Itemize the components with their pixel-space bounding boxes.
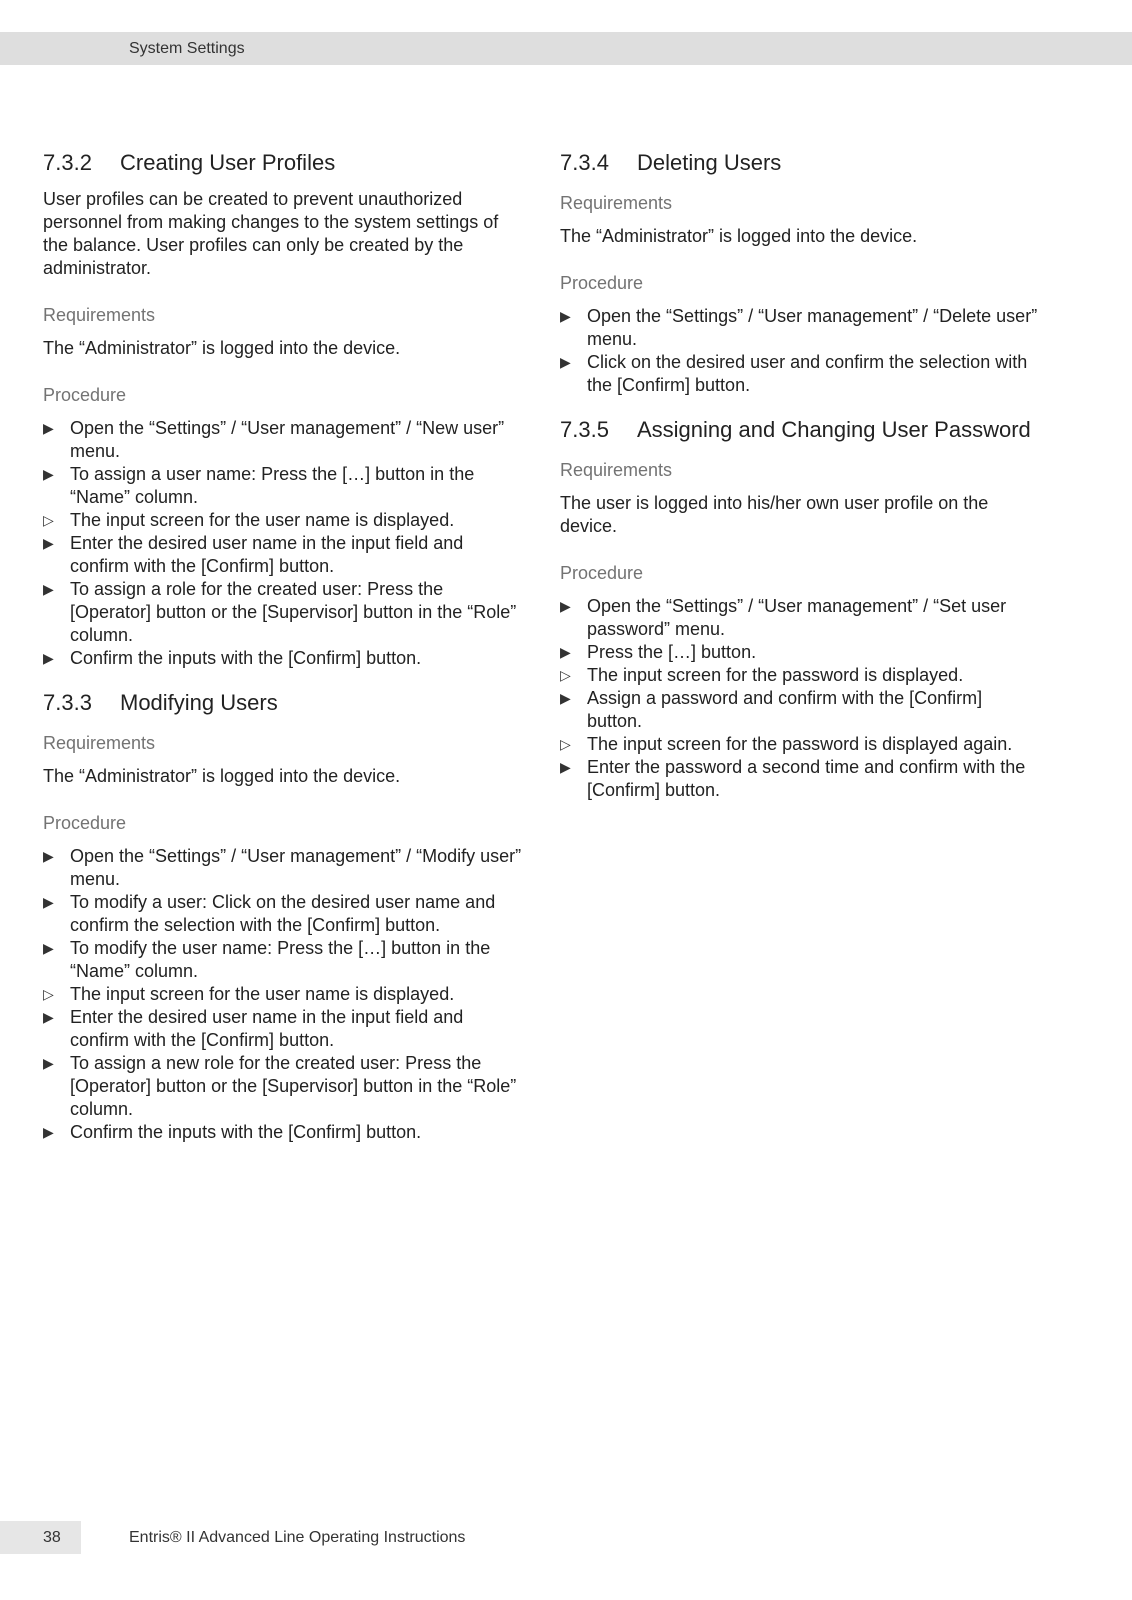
section-number: 7.3.3 — [43, 690, 92, 715]
procedure-step — [560, 733, 1040, 756]
action-arrow-icon: ▶ — [560, 644, 571, 660]
left-column — [43, 150, 523, 1144]
action-arrow-icon: ▶ — [43, 581, 54, 597]
action-arrow-icon: ▶ — [560, 690, 571, 706]
section-title: Assigning and Changing User Password — [637, 417, 1031, 442]
requirements-heading: Requirements — [43, 305, 156, 325]
step-text: The input screen for the password is displayed again. — [587, 734, 1013, 754]
step-text: To assign a role for the created user: Press the [Operator] button or the [Supervisor] button in the “Role” column. — [70, 579, 517, 645]
procedure-step — [43, 1006, 523, 1052]
step-text: To assign a new role for the created user: Press the [Operator] button or the [Supervisor] button in the “Role” column. — [70, 1053, 517, 1119]
procedure-step — [43, 417, 523, 463]
section-title: Creating User Profiles — [120, 150, 336, 175]
intro-paragraph: User profiles can be created to prevent unauthorized personnel from making changes to the system settings of the balance. User profiles can only be created by the administrator. — [43, 189, 499, 278]
procedure-steps — [560, 305, 1040, 397]
section-number: 7.3.4 — [560, 150, 609, 175]
section-heading — [43, 690, 523, 716]
procedure-steps — [43, 417, 523, 670]
section-7-3-4 — [560, 150, 1040, 397]
procedure-step — [43, 937, 523, 983]
requirements-text: The “Administrator” is logged into the device. — [43, 338, 401, 358]
step-text: Enter the desired user name in the input field and confirm with the [Confirm] button. — [70, 1007, 464, 1050]
section-7-3-2 — [43, 150, 523, 670]
action-arrow-icon: ▶ — [43, 940, 54, 956]
section-7-3-5 — [560, 417, 1040, 802]
action-arrow-icon: ▶ — [560, 598, 571, 614]
procedure-step — [560, 641, 1040, 664]
page-number: 38 — [43, 1529, 61, 1546]
procedure-step — [43, 532, 523, 578]
step-text: Confirm the inputs with the [Confirm] button. — [70, 648, 422, 668]
action-arrow-icon: ▶ — [43, 1124, 54, 1140]
procedure-step — [43, 578, 523, 647]
step-text: To modify the user name: Press the […] button in the “Name” column. — [70, 938, 491, 981]
procedure-step — [43, 891, 523, 937]
section-title: Deleting Users — [637, 150, 782, 175]
section-heading — [43, 150, 523, 176]
step-text: The input screen for the user name is displayed. — [70, 510, 455, 530]
result-arrow-icon: ▷ — [560, 736, 571, 752]
procedure-step — [560, 305, 1040, 351]
procedure-step — [560, 351, 1040, 397]
action-arrow-icon: ▶ — [43, 650, 54, 666]
section-title: Modifying Users — [120, 690, 278, 715]
right-column — [560, 150, 1040, 802]
result-arrow-icon: ▷ — [43, 986, 54, 1002]
procedure-heading: Procedure — [43, 385, 127, 405]
step-text: The input screen for the user name is displayed. — [70, 984, 455, 1004]
section-heading — [560, 417, 1040, 443]
step-text: To assign a user name: Press the […] button in the “Name” column. — [70, 464, 475, 507]
step-text: Open the “Settings” / “User management” / “Modify user” menu. — [70, 846, 522, 889]
section-number: 7.3.2 — [43, 150, 92, 175]
header-title: System Settings — [129, 40, 245, 57]
procedure-step — [43, 647, 523, 670]
step-text: To modify a user: Click on the desired user name and confirm the selection with the [Confirm] button. — [70, 892, 496, 935]
procedure-step — [43, 845, 523, 891]
procedure-step — [43, 1121, 523, 1144]
action-arrow-icon: ▶ — [560, 308, 571, 324]
action-arrow-icon: ▶ — [43, 1009, 54, 1025]
footer-document-title: Entris® II Advanced Line Operating Instructions — [129, 1529, 466, 1546]
procedure-steps — [560, 595, 1040, 802]
procedure-step — [560, 595, 1040, 641]
procedure-steps — [43, 845, 523, 1144]
step-text: The input screen for the password is displayed. — [587, 665, 964, 685]
action-arrow-icon: ▶ — [43, 466, 54, 482]
procedure-step — [43, 463, 523, 509]
action-arrow-icon: ▶ — [43, 420, 54, 436]
section-7-3-3 — [43, 690, 523, 1144]
requirements-heading: Requirements — [560, 460, 673, 480]
section-heading — [560, 150, 1040, 176]
step-text: Open the “Settings” / “User management” / “Delete user” menu. — [587, 306, 1038, 349]
procedure-step — [43, 1052, 523, 1121]
result-arrow-icon: ▷ — [560, 667, 571, 683]
action-arrow-icon: ▶ — [560, 354, 571, 370]
action-arrow-icon: ▶ — [43, 1055, 54, 1071]
step-text: Enter the desired user name in the input field and confirm with the [Confirm] button. — [70, 533, 464, 576]
procedure-step — [560, 664, 1040, 687]
step-text: Enter the password a second time and confirm with the [Confirm] button. — [587, 757, 1026, 800]
requirements-text: The “Administrator” is logged into the device. — [560, 226, 918, 246]
step-text: Assign a password and confirm with the [Confirm] button. — [587, 688, 983, 731]
action-arrow-icon: ▶ — [43, 535, 54, 551]
procedure-step — [43, 509, 523, 532]
procedure-heading: Procedure — [43, 813, 127, 833]
step-text: Open the “Settings” / “User management” / “Set user password” menu. — [587, 596, 1007, 639]
step-text: Open the “Settings” / “User management” / “New user” menu. — [70, 418, 505, 461]
procedure-heading: Procedure — [560, 273, 644, 293]
section-number: 7.3.5 — [560, 417, 609, 442]
requirements-text: The “Administrator” is logged into the device. — [43, 766, 401, 786]
page-header — [0, 32, 1132, 65]
action-arrow-icon: ▶ — [43, 894, 54, 910]
procedure-heading: Procedure — [560, 563, 644, 583]
procedure-step — [560, 687, 1040, 733]
action-arrow-icon: ▶ — [560, 759, 571, 775]
procedure-step — [560, 756, 1040, 802]
step-text: Confirm the inputs with the [Confirm] button. — [70, 1122, 422, 1142]
procedure-step — [43, 983, 523, 1006]
step-text: Click on the desired user and confirm the selection with the [Confirm] button. — [587, 352, 1028, 395]
requirements-heading: Requirements — [43, 733, 156, 753]
step-text: Press the […] button. — [587, 642, 757, 662]
page-number-band — [0, 1521, 81, 1554]
requirements-heading: Requirements — [560, 193, 673, 213]
result-arrow-icon: ▷ — [43, 512, 54, 528]
action-arrow-icon: ▶ — [43, 848, 54, 864]
requirements-text: The user is logged into his/her own user profile on the device. — [560, 493, 989, 536]
